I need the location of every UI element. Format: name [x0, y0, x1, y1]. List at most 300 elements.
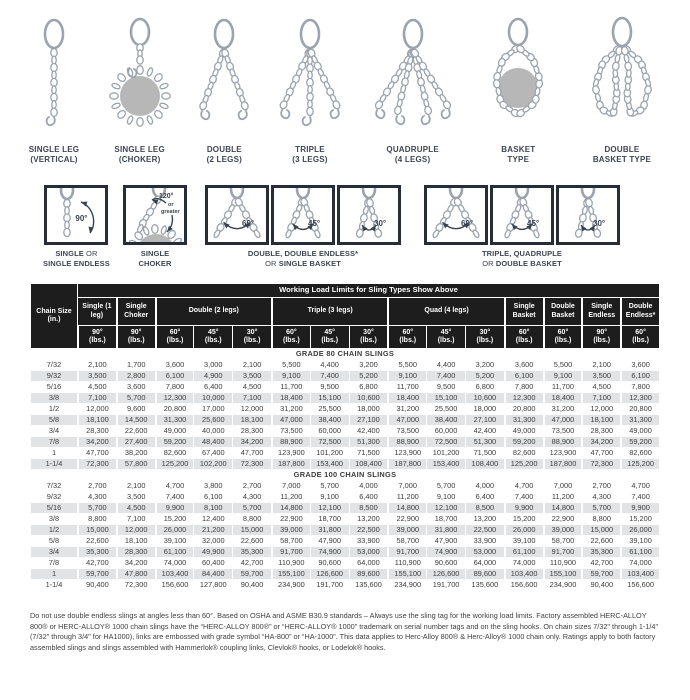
sling-diagram-quadruple	[357, 16, 469, 166]
load-value-cell: 18,700	[311, 514, 349, 524]
load-value-cell: 156,600	[505, 580, 543, 590]
angle-header-unit: (lbs.)	[127, 337, 145, 344]
table-row	[31, 371, 659, 381]
angle-caption	[43, 249, 110, 269]
load-value-cell: 9,600	[117, 404, 155, 414]
load-value-cell: 33,900	[350, 536, 388, 546]
load-value-cell: 187,800	[272, 459, 310, 469]
table-title: Working Load Limits for Sling Types Show Above	[78, 284, 659, 297]
load-value-cell: 103,400	[156, 569, 194, 579]
load-value-cell: 20,800	[505, 404, 543, 414]
chain-sling-vertical-icon	[14, 16, 94, 138]
load-value-cell: 2,100	[233, 360, 271, 370]
load-value-cell: 49,000	[156, 426, 194, 436]
angle-header-unit: (lbs.)	[360, 337, 377, 344]
load-value-cell: 187,800	[388, 459, 426, 469]
load-value-cell: 11,200	[388, 492, 426, 502]
label-line: BASKET	[501, 145, 536, 154]
column-group-header: Triple (3 legs)	[272, 298, 387, 325]
load-value-cell: 34,200	[117, 558, 155, 568]
load-value-cell: 11,700	[272, 382, 310, 392]
chain-size-header-line: Chain Size	[36, 307, 72, 315]
angle-header-value: 60°	[169, 328, 181, 336]
load-value-cell: 4,500	[582, 382, 620, 392]
load-value-cell: 2,100	[582, 360, 620, 370]
chain-size-cell: 1	[31, 448, 77, 458]
load-value-cell: 39,000	[544, 525, 582, 535]
table-row	[31, 360, 659, 370]
angle-guide-single	[43, 185, 110, 269]
table-row	[31, 382, 659, 392]
load-value-cell: 234,900	[544, 580, 582, 590]
load-value-cell: 82,600	[156, 448, 194, 458]
angle-header-value: 90°	[130, 328, 142, 336]
load-value-cell: 8,800	[233, 514, 271, 524]
load-value-cell: 22,900	[388, 514, 426, 524]
load-value-cell: 14,800	[388, 503, 426, 513]
load-value-cell: 18,100	[78, 415, 116, 425]
angle-30-illustration	[340, 188, 398, 242]
sling-diagram-single-choker	[96, 16, 184, 166]
load-value-cell: 234,900	[272, 580, 310, 590]
load-value-cell: 74,000	[621, 558, 659, 568]
angle-guide-triple	[424, 185, 620, 269]
working-load-limits-table	[30, 283, 660, 591]
load-value-cell: 6,800	[350, 382, 388, 392]
load-value-cell: 51,300	[466, 437, 504, 447]
load-value-cell: 28,300	[233, 426, 271, 436]
sling-diagram-basket	[470, 16, 566, 166]
load-value-cell: 22,500	[350, 525, 388, 535]
load-value-cell: 156,600	[621, 580, 659, 590]
load-value-cell: 42,700	[233, 558, 271, 568]
table-row	[31, 437, 659, 447]
load-value-cell: 18,100	[233, 415, 271, 425]
load-value-cell: 47,000	[544, 415, 582, 425]
sling-diagram-double	[185, 16, 263, 166]
load-value-cell: 9,500	[427, 382, 465, 392]
load-value-cell: 72,300	[78, 459, 116, 469]
table-row	[31, 514, 659, 524]
load-value-cell: 60,000	[427, 426, 465, 436]
load-value-cell: 3,000	[194, 360, 232, 370]
load-value-cell: 12,000	[582, 404, 620, 414]
load-value-cell: 73,500	[544, 426, 582, 436]
load-value-cell: 71,500	[350, 448, 388, 458]
load-value-cell: 90,400	[582, 580, 620, 590]
load-value-cell: 5,700	[311, 481, 349, 491]
load-value-cell: 108,400	[466, 459, 504, 469]
load-value-cell: 4,700	[621, 481, 659, 491]
label-line: (3 LEGS)	[292, 155, 328, 165]
load-value-cell: 9,900	[156, 503, 194, 513]
angle-value: 90°	[75, 214, 88, 223]
load-value-cell: 135,600	[350, 580, 388, 590]
load-value-cell: 15,200	[505, 514, 543, 524]
caption-text: TRIPLE, QUADRUPLE	[481, 249, 563, 258]
load-value-cell: 6,100	[156, 371, 194, 381]
caption-text: SINGLE	[140, 249, 170, 258]
load-value-cell: 51,300	[350, 437, 388, 447]
table-row	[31, 569, 659, 579]
table-row	[31, 415, 659, 425]
caption-text: OR	[265, 258, 277, 268]
load-value-cell: 14,800	[272, 503, 310, 513]
label-line: SINGLE LEG	[114, 145, 165, 154]
chain-size-cell: 3/8	[31, 514, 77, 524]
load-value-cell: 17,000	[194, 404, 232, 414]
load-value-cell: 91,700	[544, 547, 582, 557]
load-value-cell: 4,300	[233, 492, 271, 502]
load-value-cell: 153,400	[427, 459, 465, 469]
load-value-cell: 14,800	[544, 503, 582, 513]
load-value-cell: 4,300	[78, 492, 116, 502]
angle-header-unit: (lbs.)	[399, 337, 417, 344]
load-value-cell: 22,500	[466, 525, 504, 535]
load-value-cell: 6,100	[621, 371, 659, 381]
load-value-cell: 28,300	[117, 547, 155, 557]
load-value-cell: 155,100	[272, 569, 310, 579]
load-value-cell: 13,200	[350, 514, 388, 524]
angle-box-45	[271, 185, 335, 245]
load-value-cell: 26,000	[156, 525, 194, 535]
sling-label	[386, 145, 438, 166]
load-value-cell: 22,600	[117, 426, 155, 436]
load-value-cell: 9,100	[544, 371, 582, 381]
label-line: TYPE	[507, 155, 530, 165]
load-value-cell: 3,200	[466, 360, 504, 370]
load-value-cell: 15,000	[78, 525, 116, 535]
chain-size-header	[31, 284, 77, 348]
caption-text: SINGLE	[55, 249, 84, 258]
load-value-cell: 49,900	[194, 547, 232, 557]
load-value-cell: 4,300	[582, 492, 620, 502]
angle-header	[78, 326, 116, 348]
angle-header-unit: (lbs.)	[437, 337, 455, 344]
load-value-cell: 3,600	[156, 360, 194, 370]
load-value-cell: 191,700	[427, 580, 465, 590]
angle-header	[311, 326, 349, 348]
load-value-cell: 38,400	[427, 415, 465, 425]
load-value-cell: 5,200	[350, 371, 388, 381]
load-value-cell: 58,700	[272, 536, 310, 546]
load-value-cell: 11,700	[544, 382, 582, 392]
angle-qualifier: greater	[161, 209, 180, 215]
load-value-cell: 72,500	[311, 437, 349, 447]
load-value-cell: 3,500	[582, 371, 620, 381]
angle-header	[272, 326, 310, 348]
angle-box-90	[44, 185, 108, 245]
angle-value: 30°	[374, 219, 387, 228]
load-value-cell: 4,500	[78, 382, 116, 392]
load-value-cell: 9,100	[388, 371, 426, 381]
load-value-cell: 25,500	[311, 404, 349, 414]
angle-header-value: 45°	[207, 328, 219, 336]
angle-header-unit: (lbs.)	[89, 337, 106, 344]
angle-header	[427, 326, 465, 348]
load-value-cell: 88,900	[388, 437, 426, 447]
chain-size-cell: 9/32	[31, 371, 77, 381]
load-value-cell: 7,800	[156, 382, 194, 392]
chain-size-cell: 1-1/4	[31, 580, 77, 590]
angle-header-unit: (lbs.)	[166, 337, 184, 344]
load-value-cell: 18,400	[272, 393, 310, 403]
angle-box-45	[490, 185, 554, 245]
load-value-cell: 126,600	[427, 569, 465, 579]
load-value-cell: 88,900	[272, 437, 310, 447]
angle-header-unit: (lbs.)	[632, 337, 649, 344]
column-group-header: Single Choker	[117, 298, 155, 325]
load-value-cell: 9,100	[272, 371, 310, 381]
load-value-cell: 91,700	[388, 547, 426, 557]
sling-label	[207, 145, 242, 166]
load-value-cell: 7,000	[388, 481, 426, 491]
angle-value: 60°	[242, 219, 255, 228]
chain-size-cell: 5/8	[31, 536, 77, 546]
load-value-cell: 5,500	[272, 360, 310, 370]
load-value-cell: 4,500	[117, 503, 155, 513]
load-value-cell: 155,100	[388, 569, 426, 579]
angle-header-unit: (lbs.)	[283, 337, 300, 344]
chain-size-cell: 3/8	[31, 393, 77, 403]
load-value-cell: 39,000	[388, 525, 426, 535]
load-value-cell: 49,000	[505, 426, 543, 436]
load-value-cell: 42,400	[350, 426, 388, 436]
chain-sling-quadruple-icon	[357, 16, 469, 138]
table-row	[31, 481, 659, 491]
chain-size-cell: 1	[31, 569, 77, 579]
load-value-cell: 5,700	[582, 503, 620, 513]
angle-header	[117, 326, 155, 348]
load-value-cell: 3,800	[194, 481, 232, 491]
load-value-cell: 155,100	[544, 569, 582, 579]
table-row	[31, 558, 659, 568]
chain-size-header-line: (in.)	[47, 316, 61, 323]
load-value-cell: 18,100	[582, 415, 620, 425]
load-value-cell: 22,900	[544, 514, 582, 524]
load-value-cell: 18,000	[466, 404, 504, 414]
load-value-cell: 61,100	[156, 547, 194, 557]
chain-sling-triple-icon	[265, 16, 355, 138]
load-value-cell: 31,800	[311, 525, 349, 535]
load-value-cell: 22,600	[233, 536, 271, 546]
load-value-cell: 125,200	[505, 459, 543, 469]
label-line: QUADRUPLE	[386, 145, 439, 154]
angle-value: 120°	[159, 193, 174, 200]
load-value-cell: 1,700	[117, 360, 155, 370]
load-value-cell: 4,400	[311, 360, 349, 370]
load-value-cell: 22,900	[272, 514, 310, 524]
load-value-cell: 110,900	[388, 558, 426, 568]
load-value-cell: 5,700	[78, 503, 116, 513]
load-value-cell: 3,500	[78, 371, 116, 381]
chain-size-cell: 5/16	[31, 503, 77, 513]
load-value-cell: 73,500	[272, 426, 310, 436]
angle-caption	[482, 249, 562, 269]
load-value-cell: 47,800	[117, 569, 155, 579]
load-value-cell: 28,300	[78, 426, 116, 436]
load-value-cell: 18,000	[350, 404, 388, 414]
load-value-cell: 53,000	[466, 547, 504, 557]
load-value-cell: 42,700	[582, 558, 620, 568]
load-value-cell: 234,900	[388, 580, 426, 590]
load-value-cell: 48,400	[194, 437, 232, 447]
load-value-cell: 7,400	[156, 492, 194, 502]
load-value-cell: 3,500	[117, 492, 155, 502]
angle-header-value: 60°	[635, 328, 646, 336]
label-line: TRIPLE	[295, 145, 325, 154]
load-value-cell: 18,100	[117, 536, 155, 546]
footnote: Do not use double endless slings at angles less than 60°. Based on OSHA and ASME B30.9 standards – Always use the sling tag for the working load limits. Factory assembled HERC-ALLOY 800® or HERC-ALLOY® 1000 chain slings have the “HERC-ALLOY 800®” or “HERC-ALLOY® 1000” trademark on serial number tags and on the sling hooks. On chain sizes 7/32" through 1-1/4" (7/32" through 3/4" for HA1000), links are embossed with grade symbol “HA-800” or “HA-1000”. This data applies to Herc-Alloy 800® & Herc-Alloy® 1000 chain only. Ratings apply to both factory assembled slings and slings assembled with Hammerlok® coupling links, Clevlok® hooks, or Lodelok® hooks.	[30, 611, 659, 653]
load-value-cell: 108,400	[350, 459, 388, 469]
load-value-cell: 2,700	[582, 481, 620, 491]
angle-header-unit: (lbs.)	[321, 337, 339, 344]
sling-diagram-double-basket	[568, 16, 676, 166]
load-value-cell: 6,400	[194, 382, 232, 392]
load-value-cell: 18,400	[544, 393, 582, 403]
caption-text: OR	[482, 258, 494, 268]
table-row	[31, 393, 659, 403]
sling-label	[593, 145, 651, 166]
load-value-cell: 47,700	[233, 448, 271, 458]
load-value-cell: 25,500	[427, 404, 465, 414]
load-value-cell: 31,300	[156, 415, 194, 425]
angle-header-unit: (lbs.)	[554, 337, 572, 344]
angle-header-value: 45°	[440, 328, 452, 336]
label-line: DOUBLE	[604, 145, 640, 154]
column-group-header: Single (1 leg)	[78, 298, 116, 325]
caption-text: DOUBLE BASKET	[495, 258, 562, 268]
chain-size-cell: 1/2	[31, 525, 77, 535]
load-value-cell: 34,200	[78, 437, 116, 447]
chain-sling-basket-icon	[470, 16, 566, 138]
load-value-cell: 90,600	[427, 558, 465, 568]
load-value-cell: 6,800	[466, 382, 504, 392]
grade-section-banner: GRADE 100 CHAIN SLINGS	[31, 470, 659, 480]
load-value-cell: 156,600	[156, 580, 194, 590]
load-value-cell: 31,200	[272, 404, 310, 414]
table-row	[31, 525, 659, 535]
load-value-cell: 8,100	[194, 503, 232, 513]
load-value-cell: 31,300	[621, 415, 659, 425]
load-value-cell: 71,500	[466, 448, 504, 458]
table-row	[31, 459, 659, 469]
chain-sling-double-icon	[185, 16, 263, 138]
table-row	[31, 536, 659, 546]
label-line: (CHOKER)	[118, 155, 161, 165]
load-value-cell: 7,800	[621, 382, 659, 392]
load-value-cell: 26,000	[621, 525, 659, 535]
load-value-cell: 3,200	[350, 360, 388, 370]
load-value-cell: 61,100	[621, 547, 659, 557]
load-value-cell: 89,600	[350, 569, 388, 579]
load-value-cell: 74,000	[505, 558, 543, 568]
chain-size-cell: 3/4	[31, 426, 77, 436]
load-value-cell: 15,100	[311, 393, 349, 403]
load-value-cell: 11,200	[544, 492, 582, 502]
load-value-cell: 5,700	[117, 393, 155, 403]
load-value-cell: 7,100	[582, 393, 620, 403]
load-value-cell: 7,400	[621, 492, 659, 502]
load-value-cell: 15,100	[427, 393, 465, 403]
angle-header-value: 30°	[246, 328, 258, 336]
angle-value: 60°	[461, 219, 474, 228]
table-row	[31, 492, 659, 502]
load-value-cell: 110,900	[272, 558, 310, 568]
load-value-cell: 4,900	[194, 371, 232, 381]
load-value-cell: 123,900	[388, 448, 426, 458]
load-value-cell: 7,800	[505, 382, 543, 392]
chain-size-cell: 3/4	[31, 547, 77, 557]
chain-size-cell: 7/32	[31, 360, 77, 370]
angle-header	[233, 326, 271, 348]
chain-size-cell: 1/2	[31, 404, 77, 414]
angle-header	[466, 326, 504, 348]
load-value-cell: 47,900	[311, 536, 349, 546]
load-value-cell: 101,200	[311, 448, 349, 458]
angle-guide-choker	[123, 185, 187, 269]
load-value-cell: 28,300	[582, 426, 620, 436]
load-value-cell: 60,400	[194, 558, 232, 568]
load-value-cell: 7,400	[427, 371, 465, 381]
load-value-cell: 74,000	[156, 558, 194, 568]
load-value-cell: 10,000	[194, 393, 232, 403]
load-value-cell: 59,200	[621, 437, 659, 447]
load-value-cell: 74,900	[427, 547, 465, 557]
angle-header	[350, 326, 388, 348]
load-value-cell: 39,000	[272, 525, 310, 535]
load-value-cell: 8,500	[466, 503, 504, 513]
load-value-cell: 39,100	[156, 536, 194, 546]
load-value-cell: 15,200	[156, 514, 194, 524]
load-value-cell: 8,800	[582, 514, 620, 524]
sling-diagram-triple	[265, 16, 355, 166]
load-value-cell: 3,600	[621, 360, 659, 370]
chain-size-cell: 9/32	[31, 492, 77, 502]
label-line: (4 LEGS)	[394, 155, 431, 165]
load-value-cell: 59,200	[156, 437, 194, 447]
caption-text: SINGLE BASKET	[278, 258, 341, 268]
load-value-cell: 74,900	[311, 547, 349, 557]
angle-header	[582, 326, 620, 348]
load-value-cell: 34,200	[233, 437, 271, 447]
sling-diagram-single-vertical	[14, 16, 94, 166]
table-row	[31, 404, 659, 414]
angle-header-unit: (lbs.)	[593, 337, 611, 344]
load-value-cell: 7,000	[544, 481, 582, 491]
load-value-cell: 72,500	[427, 437, 465, 447]
chain-sling-choker-icon	[96, 16, 184, 138]
load-value-cell: 58,700	[388, 536, 426, 546]
load-value-cell: 73,500	[388, 426, 426, 436]
load-value-cell: 102,200	[194, 459, 232, 469]
load-value-cell: 2,700	[233, 481, 271, 491]
load-value-cell: 15,200	[621, 514, 659, 524]
load-value-cell: 64,000	[350, 558, 388, 568]
load-value-cell: 12,300	[621, 393, 659, 403]
load-value-cell: 6,100	[505, 371, 543, 381]
load-value-cell: 89,600	[466, 569, 504, 579]
angle-box-120	[123, 185, 187, 245]
load-value-cell: 18,400	[388, 393, 426, 403]
angle-header	[505, 326, 543, 348]
load-value-cell: 38,200	[117, 448, 155, 458]
sling-angle-guide	[0, 185, 690, 277]
load-value-cell: 7,100	[117, 514, 155, 524]
load-value-cell: 34,200	[582, 437, 620, 447]
load-value-cell: 123,900	[272, 448, 310, 458]
load-value-cell: 31,200	[544, 404, 582, 414]
